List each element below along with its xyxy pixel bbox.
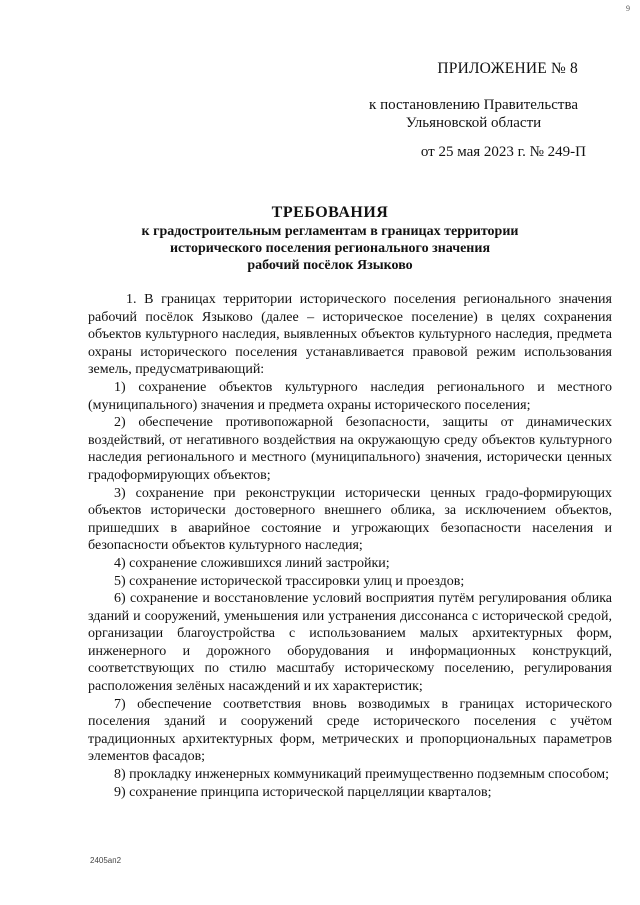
decree-line-1: к постановлению Правительства — [369, 97, 578, 113]
list-item-4: 4) сохранение сложившихся линий застройки; — [114, 555, 390, 571]
document-title — [90, 203, 570, 275]
decree-line-2: Ульяновской области — [405, 115, 542, 131]
list-item-9: 9) сохранение принципа исторической парцелляции кварталов; — [114, 784, 492, 800]
list-item-1: 1) сохранение объектов культурного наследия регионального и местного (муниципального) значения и предмета охраны исторического поселения; — [88, 379, 612, 413]
list-item-7: 7) обеспечение соответствия вновь возводимых в границах исторического поселения зданий и сооружений среде исторического поселения с учётом традиционных архитектурных форм, метрических и пропорциональных параметров элементов фасадов; — [88, 696, 612, 765]
list-item-5: 5) сохранение исторической трассировки улиц и проездов; — [114, 573, 465, 589]
list-item-8: 8) прокладку инженерных коммуникаций преимущественно подземным способом; — [114, 767, 610, 783]
decree-reference — [369, 96, 578, 132]
list-item-2: 2) обеспечение противопожарной безопасности, защиты от динамических воздействий, от негативного воздействия на окружающую среду объектов культурного наследия регионального и местного (муниципального) значения, исторически ценных градоформирующих объектов; — [88, 415, 612, 483]
title-subtitle-line-2: исторического поселения регионального значения — [169, 241, 491, 257]
appendix-label: ПРИЛОЖЕНИЕ № 8 — [437, 60, 578, 77]
footer-document-code: 2405ап2 — [90, 856, 122, 865]
title-subtitle-line-3: рабочий посёлок Языково — [247, 258, 413, 274]
decree-date: от 25 мая 2023 г. № 249-П — [420, 144, 586, 160]
paragraph-1-intro: 1. В границах территории исторического поселения регионального значения рабочий посёлок Языково (далее – историческое поселение) в целях сохранения объектов культурного наследия, выявленных объектов культурного наследия, предмета охраны исторического поселения устанавливается правовой режим использования земель, предусматривающий: — [88, 292, 612, 378]
page-corner-marker: 9 — [626, 4, 630, 13]
title-subtitle-line-1: к градостроительным регламентам в границах территории — [141, 224, 519, 239]
title-main: ТРЕБОВАНИЯ — [271, 204, 389, 221]
document-body — [88, 291, 612, 801]
list-item-3: 3) сохранение при реконструкции исторически ценных градо-формирующих объектов исторически достоверного внешнего облика, за исключением объектов, пришедших в аварийное состояние и угрожающих безопасности населения и безопасности объектов культурного наследия; — [88, 485, 612, 554]
list-item-6: 6) сохранение и восстановление условий восприятия путём регулирования облика зданий и сооружений, уменьшения или устранения диссонанса с исторической средой, организации благоустройства с использованием малых архитектурных форм, инженерного и дорожного оборудования и информационных конструкций, соответствующих по стилю масштабу историческому поселению, регулирования расположения зелёных насаждений и их характеристик; — [88, 591, 612, 695]
